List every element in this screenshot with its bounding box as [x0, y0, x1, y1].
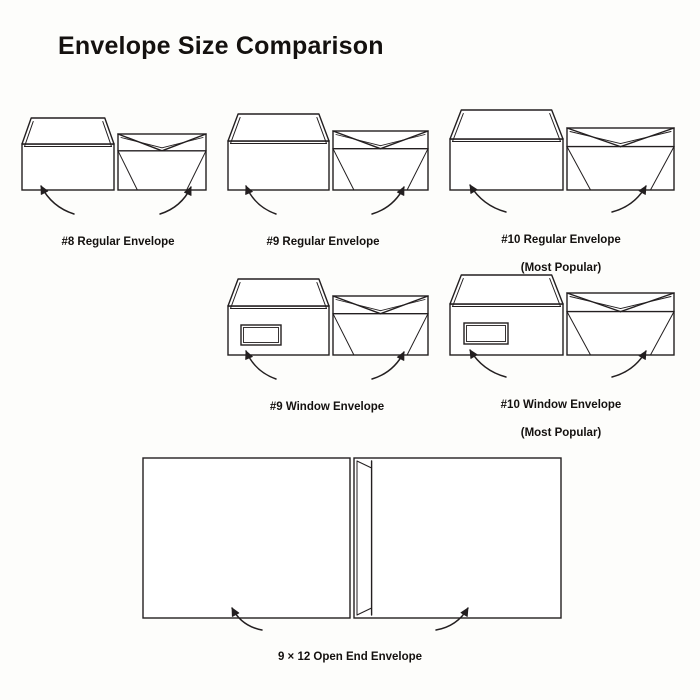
arrow-arrow-10-left: [470, 185, 506, 212]
flap-crease-left: [453, 279, 464, 307]
closed-flap-diag-left-inner: [336, 300, 381, 311]
flap-crease-right: [550, 114, 561, 142]
envelope-closed-body: [354, 458, 561, 618]
arrowhead-arrow-8-right: [184, 187, 191, 196]
caption-label: #8 Regular Envelope: [61, 236, 175, 248]
caption-label: 9 × 12 Open End Envelope: [277, 651, 423, 663]
closed-flap-diag-right-inner: [621, 132, 672, 144]
envelope-group-env-9-regular: [228, 114, 428, 190]
closed-flap-diag-right: [621, 293, 675, 312]
closed-flap-diag-right-inner: [381, 135, 426, 146]
envelope-closed-body: [567, 128, 674, 190]
caption-env-9-window: [252, 386, 402, 414]
arrow-arrow-9w-left: [246, 351, 276, 379]
arrow-arrow-8-left: [41, 186, 74, 214]
closed-flap-diag-right-inner: [381, 300, 426, 311]
envelope-open-flap: [228, 279, 329, 306]
closed-side-seam-left: [118, 151, 137, 190]
arrow-arrow-9-left: [246, 186, 276, 214]
closed-flap-diag-left: [333, 296, 381, 314]
envelope-closed-body: [567, 293, 674, 355]
envelope-group-env-9x12-open-end: [143, 458, 561, 618]
flap-crease-left: [25, 122, 34, 147]
closed-flap-top-diag: [357, 461, 372, 468]
envelope-open-body: [228, 306, 329, 355]
envelope-open-flap: [22, 118, 114, 144]
envelope-window: [464, 323, 508, 344]
closed-side-seam-left: [333, 314, 354, 355]
caption-env-10-window: [483, 384, 639, 454]
envelope-open-body: [143, 458, 350, 618]
closed-side-seam-right: [407, 149, 428, 190]
envelope-window-inner: [244, 328, 279, 343]
arrowhead-arrow-9-left: [246, 186, 253, 195]
envelope-open-flap: [228, 114, 329, 141]
flap-crease-right: [317, 118, 327, 144]
arrow-arrow-8-right: [160, 187, 191, 214]
envelope-group-env-9-window: [228, 279, 428, 355]
closed-side-seam-left: [333, 149, 354, 190]
envelope-open-body: [450, 139, 563, 190]
arrowhead-arrow-8-left: [41, 186, 48, 195]
envelope-closed-body: [118, 134, 206, 190]
flap-crease-left: [231, 118, 241, 144]
envelope-open-body: [450, 304, 563, 355]
caption-sublabel: (Most Popular): [520, 427, 602, 439]
envelope-open-body: [22, 144, 114, 190]
closed-flap-diag-right: [621, 128, 675, 147]
arrow-arrow-10w-right: [612, 351, 646, 377]
envelope-group-env-8-regular: [22, 118, 206, 190]
arrow-arrow-9x12-left: [232, 608, 262, 630]
closed-flap-diag-right-inner: [162, 138, 203, 148]
closed-flap-diag-left-inner: [570, 132, 621, 144]
envelope-window-inner: [467, 326, 506, 342]
caption-env-8-regular: [48, 221, 188, 249]
arrowhead-arrow-9w-right: [397, 352, 404, 361]
envelope-open-body: [228, 141, 329, 190]
caption-label: #10 Window Envelope: [500, 399, 622, 411]
flap-crease-left: [453, 114, 464, 142]
closed-side-seam-right: [407, 314, 428, 355]
arrowhead-arrow-10-left: [470, 185, 477, 194]
arrowhead-arrow-9x12-left: [232, 608, 239, 617]
page-title: Envelope Size Comparison: [58, 32, 384, 60]
arrowhead-arrow-10w-right: [639, 351, 646, 360]
closed-side-seam-left: [567, 312, 591, 355]
caption-label: #10 Regular Envelope: [501, 234, 621, 246]
closed-flap-diag-left-inner: [336, 135, 381, 146]
arrow-arrow-9w-right: [372, 352, 404, 379]
arrowhead-arrow-10w-left: [470, 350, 477, 359]
flap-crease-left: [231, 283, 241, 309]
envelope-closed-body: [333, 131, 428, 190]
arrowhead-arrow-9w-left: [246, 351, 253, 360]
closed-side-seam-left: [567, 147, 591, 190]
closed-flap-diag-right-inner: [621, 297, 672, 309]
envelope-group-env-10-regular: [450, 110, 674, 190]
arrow-arrow-10-right: [612, 186, 646, 212]
arrow-arrow-9-right: [372, 187, 404, 214]
envelope-window: [241, 325, 281, 345]
arrow-arrow-10w-left: [470, 350, 506, 377]
envelope-open-flap: [450, 110, 563, 139]
closed-side-seam-right: [187, 151, 206, 190]
closed-flap-diag-left: [567, 128, 621, 147]
caption-env-9x12-open-end: [255, 636, 445, 664]
arrow-arrow-9x12-right: [436, 608, 468, 630]
closed-flap-diag-left: [567, 293, 621, 312]
closed-flap-diag-right: [381, 131, 429, 149]
closed-flap-diag-left-inner: [121, 138, 162, 148]
caption-env-10-regular: [483, 219, 639, 289]
caption-label: #9 Regular Envelope: [266, 236, 380, 248]
caption-label: #9 Window Envelope: [269, 401, 385, 413]
closed-flap-diag-left-inner: [570, 297, 621, 309]
caption-sublabel: (Most Popular): [520, 262, 602, 274]
closed-flap-diag-right: [381, 296, 429, 314]
arrowhead-arrow-9x12-right: [461, 608, 468, 617]
closed-side-seam-right: [650, 147, 674, 190]
closed-side-seam-right: [650, 312, 674, 355]
flap-crease-right: [317, 283, 327, 309]
caption-env-9-regular: [250, 221, 396, 249]
closed-flap-diag-left: [333, 131, 381, 149]
closed-flap-diag-left: [118, 134, 162, 151]
arrowhead-arrow-10-right: [639, 186, 646, 195]
arrowhead-arrow-9-right: [397, 187, 404, 196]
closed-flap-diag-right: [162, 134, 206, 151]
flap-crease-right: [103, 122, 112, 147]
closed-flap-bottom-diag: [357, 608, 372, 615]
envelope-closed-body: [333, 296, 428, 355]
